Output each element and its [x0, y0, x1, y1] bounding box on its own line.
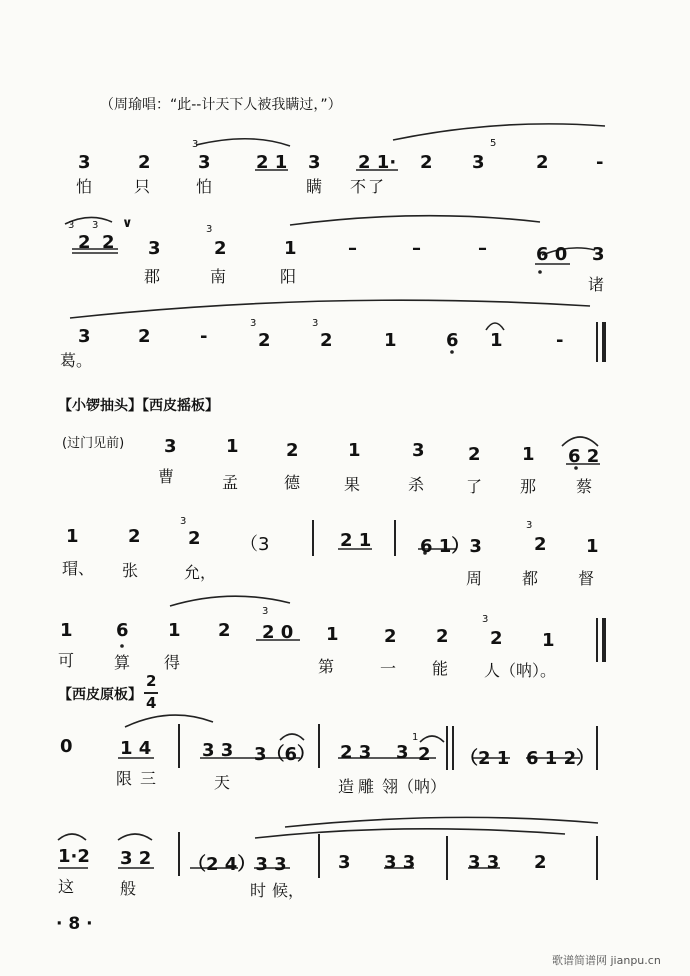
- barline: [446, 836, 448, 880]
- note: 6 1 2）: [526, 748, 595, 769]
- barline: [178, 724, 180, 768]
- slur: [393, 124, 605, 140]
- note: 1 4: [120, 738, 152, 759]
- lyric: 允，: [184, 563, 217, 582]
- slur: [562, 437, 598, 446]
- note: 3: [396, 742, 409, 763]
- note: 1: [284, 238, 297, 259]
- note: –: [412, 238, 421, 259]
- time-signature-top: 2: [146, 672, 157, 690]
- lyric: 孟: [222, 473, 239, 492]
- lyric: 不: [350, 177, 367, 196]
- grace-note: 3: [180, 516, 187, 527]
- note: 2: [490, 628, 503, 649]
- note: –: [478, 238, 487, 259]
- breath-mark: ∨: [122, 216, 133, 231]
- note: 1: [226, 436, 239, 457]
- note: 6 0: [536, 244, 568, 265]
- intro-note: (过门见前): [62, 436, 125, 451]
- fermata: [486, 323, 504, 330]
- grace-note: 5: [490, 138, 497, 149]
- lyric: 怕: [76, 177, 93, 196]
- barline: [312, 520, 314, 556]
- lyric: 瞒: [306, 177, 323, 196]
- section-heading: 【西皮原板】: [58, 687, 142, 703]
- note: -: [200, 326, 208, 347]
- barline: [178, 832, 180, 876]
- note: 1: [326, 624, 339, 645]
- note: 6: [446, 330, 459, 351]
- note: 6: [116, 620, 129, 641]
- barline: [596, 322, 598, 362]
- lyric: 曹: [158, 467, 175, 486]
- note: （3: [240, 534, 270, 555]
- lyric: 都: [522, 569, 539, 588]
- lyric: 得: [164, 653, 181, 672]
- grace-note: 3: [92, 220, 99, 231]
- slur: [420, 736, 444, 742]
- note: 1: [522, 444, 535, 465]
- note: 1: [60, 620, 73, 641]
- lyric: 造: [338, 777, 355, 796]
- lyric: 天: [214, 773, 231, 792]
- lyric: 张: [122, 561, 139, 580]
- note: 1: [586, 536, 599, 557]
- lyric: 限: [116, 769, 133, 788]
- note: 0: [60, 736, 73, 757]
- barline: [452, 726, 454, 770]
- barline: [318, 834, 320, 878]
- lyric: 能: [432, 659, 449, 678]
- lyric: 周: [466, 569, 483, 588]
- note: 2: [468, 444, 481, 465]
- grace-note: 3: [68, 220, 75, 231]
- lyric: 一: [380, 659, 397, 678]
- note: 3（6）: [254, 744, 316, 765]
- note: 2: [138, 326, 151, 347]
- lyric: 算: [114, 653, 131, 672]
- note: 1: [542, 630, 555, 651]
- lyric: 只: [134, 177, 151, 196]
- note: 2 1: [340, 530, 372, 551]
- note: （2 4）3 3: [188, 854, 287, 875]
- note: 1: [168, 620, 181, 641]
- note: 3 3: [384, 852, 416, 873]
- note: 3: [198, 152, 211, 173]
- slur: [255, 829, 565, 838]
- final-barline: [602, 618, 606, 662]
- lyric: 阳: [280, 267, 297, 286]
- lyric: 怕: [196, 177, 213, 196]
- slur: [170, 596, 290, 606]
- note: 2 0: [262, 622, 294, 643]
- lyric: 三: [140, 769, 157, 788]
- note: 3: [164, 436, 177, 457]
- note: 3 2: [120, 848, 152, 869]
- lyric: 雕: [358, 777, 375, 796]
- note: –: [348, 238, 357, 259]
- lyric: 南: [210, 267, 227, 286]
- lyric: 了: [368, 177, 385, 196]
- slur: [290, 216, 540, 225]
- barline: [318, 724, 320, 768]
- slur: [58, 834, 86, 840]
- note: 2: [534, 852, 547, 873]
- note: 3: [592, 244, 605, 265]
- note: 3: [78, 152, 91, 173]
- note: 1·2: [58, 846, 90, 867]
- grace-note: 3: [526, 520, 533, 531]
- header-note: （周瑜唱：“此--计天下人被我瞒过，”）: [100, 97, 342, 113]
- note: 2: [78, 232, 91, 253]
- note: 3 3: [468, 852, 500, 873]
- grace-note: 3: [312, 318, 319, 329]
- lyric: 葛。: [60, 351, 93, 370]
- lyric: 郡: [144, 267, 161, 286]
- note: 2 1·: [358, 152, 397, 173]
- note: 2: [384, 626, 397, 647]
- note: 2: [534, 534, 547, 555]
- watermark: 歌谱简谱网 jianpu.cn: [552, 954, 661, 967]
- grace-note: 3: [192, 139, 199, 150]
- note: 2: [418, 744, 431, 765]
- final-barline: [602, 322, 606, 362]
- barline: [394, 520, 396, 556]
- lyric: 杀: [408, 475, 425, 494]
- grace-note: 3: [250, 318, 257, 329]
- lyric: 这: [58, 877, 75, 896]
- slur: [196, 139, 290, 146]
- note: 2: [258, 330, 271, 351]
- note: 3: [78, 326, 91, 347]
- lyric: 候，: [272, 881, 305, 900]
- note: 2: [320, 330, 333, 351]
- note: 1: [490, 330, 503, 351]
- barline: [596, 618, 598, 662]
- note: 3: [308, 152, 321, 173]
- page-number: · 8 ·: [56, 914, 93, 934]
- slur: [125, 715, 213, 727]
- note: 2: [536, 152, 549, 173]
- note: 2: [188, 528, 201, 549]
- time-signature-bottom: 4: [146, 694, 157, 712]
- barline: [596, 836, 598, 880]
- note: 3: [412, 440, 425, 461]
- note: 3: [338, 852, 351, 873]
- slur: [70, 300, 590, 318]
- lyric: 德: [284, 473, 301, 492]
- slur: [118, 834, 152, 840]
- grace-note: 1: [412, 732, 419, 743]
- note: 3: [148, 238, 161, 259]
- lyric: 般: [120, 879, 137, 898]
- section-heading: 【小锣抽头】【西皮摇板】: [58, 398, 219, 414]
- lyric: 督: [578, 569, 595, 588]
- note: （2 1: [460, 748, 510, 769]
- lyric: 果: [344, 475, 361, 494]
- note: 3 3: [202, 740, 234, 761]
- note: 2: [102, 232, 115, 253]
- lyric: 人（呐）。: [484, 661, 557, 680]
- note: 1: [384, 330, 397, 351]
- grace-note: 3: [206, 224, 213, 235]
- note: 2: [286, 440, 299, 461]
- lyric: 蔡: [576, 477, 593, 496]
- lyric: 时: [250, 881, 267, 900]
- note: 2 3: [340, 742, 372, 763]
- note: 6 1）3: [420, 536, 482, 557]
- slur: [285, 817, 598, 827]
- note: 3: [472, 152, 485, 173]
- barline: [446, 726, 448, 770]
- grace-note: 3: [482, 614, 489, 625]
- note: 2 1: [256, 152, 288, 173]
- lyric: 第: [318, 657, 335, 676]
- lyric: 诸: [588, 275, 605, 294]
- note: 6 2: [568, 446, 600, 467]
- note: -: [596, 152, 604, 173]
- lyric: 可: [58, 651, 75, 670]
- lyric: 翎（呐）: [382, 777, 447, 796]
- note: -: [556, 330, 564, 351]
- note: 2: [138, 152, 151, 173]
- note: 1: [66, 526, 79, 547]
- note: 2: [436, 626, 449, 647]
- barline: [596, 726, 598, 770]
- note: 2: [214, 238, 227, 259]
- lyric: 那: [520, 477, 537, 496]
- grace-note: 3: [262, 606, 269, 617]
- note: 2: [218, 620, 231, 641]
- note: 2: [420, 152, 433, 173]
- note: 1: [348, 440, 361, 461]
- lyric: 瑁、: [62, 559, 95, 578]
- note: 2: [128, 526, 141, 547]
- lyric: 了: [466, 477, 483, 496]
